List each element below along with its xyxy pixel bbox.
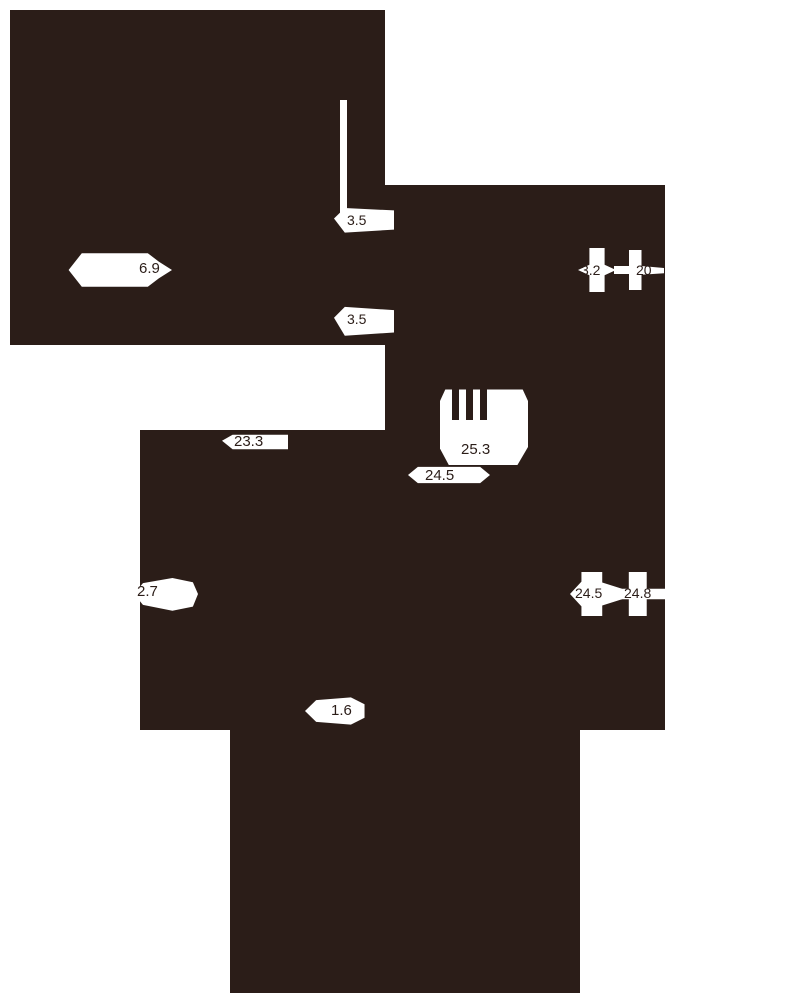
- dim-label-1-6: 1.6: [331, 702, 352, 719]
- dim-label-24-8: 24.8: [624, 585, 652, 601]
- dim-label-24-5-mid: 24.5: [425, 467, 455, 484]
- slot-bar-3: [480, 386, 487, 420]
- region-upper-left-block: [10, 10, 385, 345]
- dim-label-6-9: 6.9: [139, 260, 160, 277]
- slot-bar-2: [466, 386, 473, 420]
- slot-bar-1: [452, 386, 459, 420]
- region-lower-block: [230, 730, 580, 993]
- dim-label-20: 20: [636, 262, 652, 278]
- dim-label-23-3: 23.3: [234, 433, 264, 450]
- dim-label-25-3: 25.3: [461, 441, 491, 458]
- dim-label-3-5-upper: 3.5: [347, 212, 367, 228]
- vertical-leader-line: [340, 100, 347, 218]
- dim-label-2-7: 2.7: [137, 583, 158, 600]
- dim-label-3-2: 3.2: [581, 262, 601, 278]
- dim-label-24-5-right: 24.5: [575, 585, 603, 601]
- dim-label-3-5-lower: 3.5: [347, 311, 367, 327]
